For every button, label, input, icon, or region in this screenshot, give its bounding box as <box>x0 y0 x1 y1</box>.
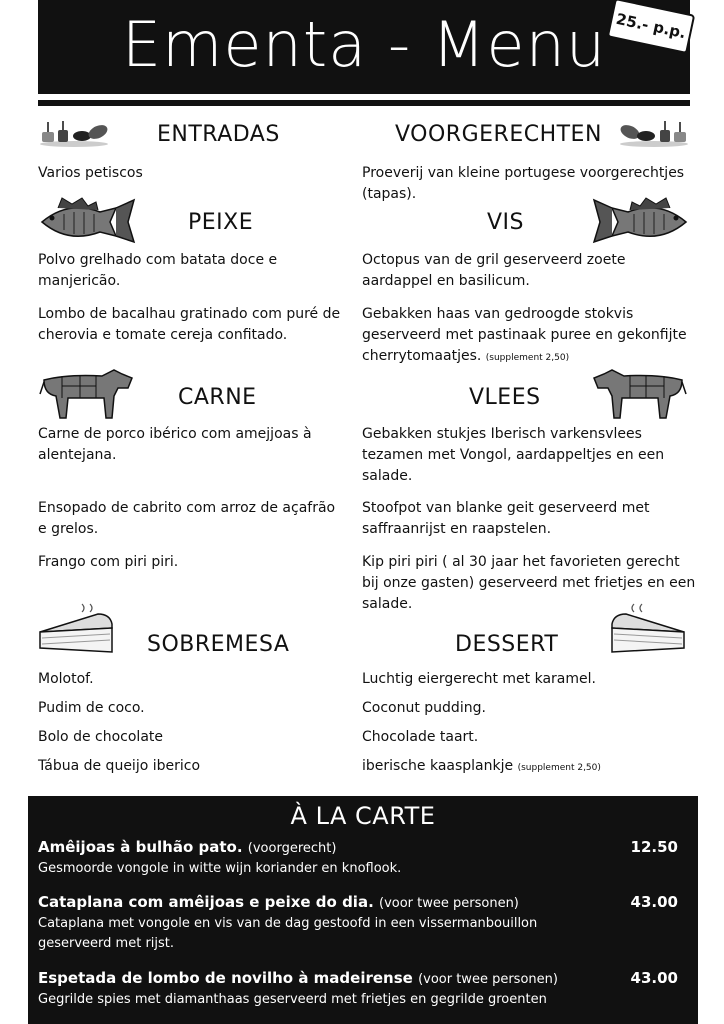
section-title-vlees: VLEES <box>469 385 541 410</box>
page-title: Ementa - Menu <box>121 8 607 81</box>
carte-item-note: (voor twee personen) <box>418 972 558 987</box>
section-title-carne: CARNE <box>178 385 257 410</box>
list-item: Lombo de bacalhau gratinado com puré de cherovia e tomate cereja confitado. <box>38 306 341 343</box>
section-title-entradas: ENTRADAS <box>157 122 280 147</box>
list-item: iberische kaasplankje (supplement 2,50) <box>362 758 601 774</box>
fish-icon <box>38 194 138 246</box>
carte-item-name: Cataplana com amêijoas e peixe do dia. (voor twee personen) <box>38 893 519 911</box>
list-item: Bolo de chocolate <box>38 729 163 745</box>
section-title-dessert: DESSERT <box>455 632 559 657</box>
carte-item-desc: Gesmoorde vongole in witte wijn koriander en knoflook. <box>38 861 402 876</box>
carte-item-note: (voor twee personen) <box>379 896 519 911</box>
pie-slice-icon <box>36 598 116 664</box>
list-item: Varios petiscos <box>38 165 143 181</box>
list-item: Kip piri piri ( al 30 jaar het favorieten gerecht bij onze gasten) geserveerd met frietjes en een salade. <box>362 554 696 612</box>
list-item: Molotof. <box>38 671 94 687</box>
supplement-note: (supplement 2,50) <box>485 353 570 363</box>
carte-item-price: 43.00 <box>630 969 678 987</box>
carte-item-price: 12.50 <box>630 838 678 856</box>
list-item: Gebakken stukjes Iberisch varkensvlees tezamen met Vongol, aardappeltjes en een salade. <box>362 426 665 484</box>
section-title-voorgerechten: VOORGERECHTEN <box>395 122 602 147</box>
a-la-carte-title: À LA CARTE <box>290 802 436 830</box>
a-la-carte-panel <box>28 796 698 1024</box>
carte-item-name: Espetada de lombo de novilho à madeirense (voor twee personen) <box>38 969 558 987</box>
section-title-peixe: PEIXE <box>188 210 254 235</box>
carte-item-price: 43.00 <box>630 893 678 911</box>
list-item: Proeverij van kleine portugese voorgerechtjes (tapas). <box>362 165 685 202</box>
list-item: Ensopado de cabrito com arroz de açafrão e grelos. <box>38 500 336 537</box>
list-item: Pudim de coco. <box>38 700 145 716</box>
menu-header <box>38 0 690 94</box>
list-item: Tábua de queijo iberico <box>38 758 201 774</box>
tapas-icon <box>38 118 110 148</box>
header-divider <box>38 100 690 106</box>
cow-icon <box>592 366 688 420</box>
list-item: Octopus van de gril geserveerd zoete aardappel en basilicum. <box>362 252 626 289</box>
price-tag: 25.- p.p. <box>607 0 696 54</box>
fish-icon <box>590 194 690 246</box>
list-item: Stoofpot van blanke geit geserveerd met saffraanrijst en raapstelen. <box>362 500 650 537</box>
carte-item-desc: Gegrilde spies met diamanthaas geserveerd met frietjes en gegrilde groenten <box>38 992 547 1007</box>
carte-item-note: (voorgerecht) <box>247 841 337 856</box>
list-item: Luchtig eiergerecht met karamel. <box>362 671 596 687</box>
cow-icon <box>38 366 134 420</box>
carte-item-desc: Cataplana met vongole en vis van de dag gestoofd in een vissermanbouillon geserveerd met rijst. <box>38 916 538 951</box>
supplement-note: (supplement 2,50) <box>517 763 601 773</box>
list-item: Chocolade taart. <box>362 729 479 745</box>
section-title-vis: VIS <box>487 210 525 235</box>
list-item: Gebakken haas van gedroogde stokvis geserveerd met pastinaak puree en gekonfijte cherrytomaatjes. (supplement 2,50) <box>362 306 687 364</box>
list-item: Coconut pudding. <box>362 700 486 716</box>
section-title-sobremesa: SOBREMESA <box>147 632 290 657</box>
list-item: Polvo grelhado com batata doce e manjericão. <box>38 252 278 289</box>
tapas-icon <box>618 118 690 148</box>
list-item: Carne de porco ibérico com amejjoas à alentejana. <box>38 426 312 463</box>
carte-item-name: Amêijoas à bulhão pato. (voorgerecht) <box>38 838 337 856</box>
list-item: Frango com piri piri. <box>38 554 179 570</box>
pie-slice-icon <box>608 598 688 664</box>
